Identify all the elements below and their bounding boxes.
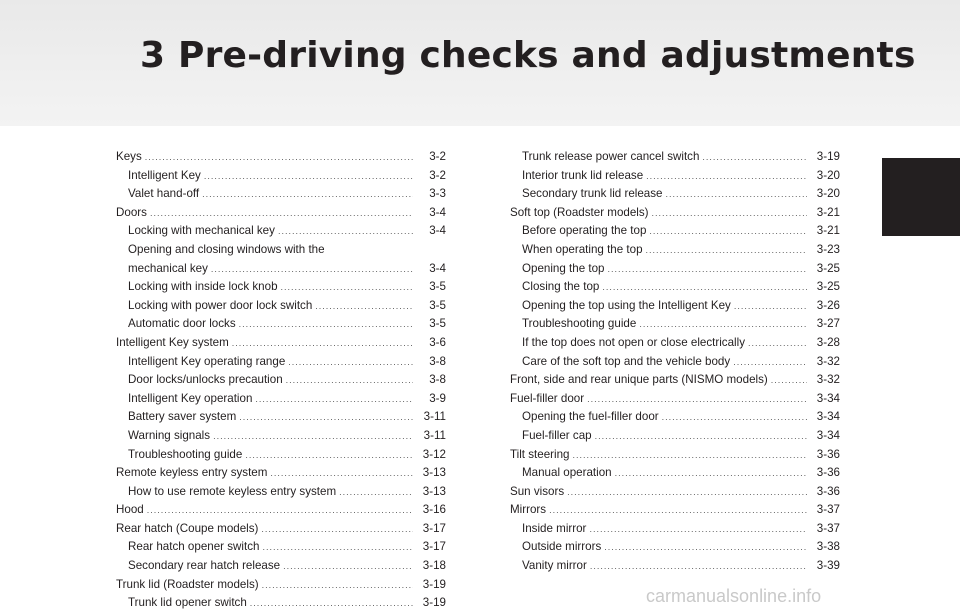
toc-page-number: 3-11	[423, 428, 446, 442]
toc-entry-title: Rear hatch (Coupe models)	[116, 521, 259, 535]
dot-leader	[590, 562, 807, 571]
toc-entry-title: Fuel-filler cap	[522, 428, 592, 442]
toc-entry[interactable]	[510, 297, 840, 316]
toc-entry-title: Care of the soft top and the vehicle body	[522, 354, 731, 368]
dot-leader	[286, 376, 413, 385]
toc-entry-title: Secondary trunk lid release	[522, 187, 663, 201]
toc-entry[interactable]	[116, 538, 446, 557]
toc-page-number: 3-32	[816, 354, 840, 368]
toc-page-number: 3-8	[429, 354, 446, 368]
page-title: 3 Pre-driving checks and adjustments	[140, 35, 916, 76]
toc-entry-title: Trunk lid (Roadster models)	[116, 577, 259, 591]
toc-page-number: 3-23	[816, 242, 840, 256]
toc-entry[interactable]	[116, 427, 446, 446]
dot-leader	[239, 320, 413, 329]
dot-leader	[748, 339, 807, 348]
toc-page-number: 3-34	[816, 391, 840, 405]
toc-entry[interactable]	[116, 241, 446, 260]
dot-leader	[262, 543, 413, 552]
toc-page-number: 3-20	[816, 168, 840, 182]
dot-leader	[283, 562, 413, 571]
dot-leader	[549, 506, 807, 515]
dot-leader	[250, 599, 413, 608]
dot-leader	[649, 227, 807, 236]
toc-entry[interactable]	[116, 185, 446, 204]
toc-entry[interactable]	[510, 260, 840, 279]
dot-leader	[615, 469, 807, 478]
toc-page-number: 3-2	[429, 150, 446, 163]
toc-entry[interactable]	[510, 148, 840, 167]
toc-entry[interactable]	[116, 557, 446, 576]
toc-page-number: 3-37	[816, 503, 840, 517]
toc-page-number: 3-36	[816, 466, 840, 480]
toc-entry-title: Intelligent Key	[128, 168, 201, 182]
dot-leader	[262, 581, 413, 590]
toc-page-number: 3-26	[816, 298, 840, 312]
toc-page-number: 3-5	[429, 280, 446, 294]
toc-entry-title: Mirrors	[510, 503, 547, 517]
dot-leader	[150, 209, 413, 218]
toc-entry-title: Interior trunk lid release	[522, 168, 644, 182]
toc-entry-title: Intelligent Key system	[116, 335, 229, 349]
dot-leader	[213, 432, 413, 441]
dot-leader	[702, 153, 807, 162]
toc-entry[interactable]	[510, 167, 840, 186]
toc-entry-title: Tilt steering	[510, 447, 570, 461]
toc-entry-title: Door locks/unlocks precaution	[128, 373, 283, 387]
dot-leader	[204, 172, 413, 181]
toc-entry[interactable]	[510, 427, 840, 446]
dot-leader	[211, 265, 413, 274]
toc-page-number: 3-34	[816, 410, 840, 424]
toc-page-number: 3-21	[816, 205, 840, 219]
toc-entry-title: Inside mirror	[522, 521, 587, 535]
toc-entry[interactable]	[510, 483, 840, 502]
toc-entry-title: Automatic door locks	[128, 317, 236, 331]
dot-leader	[662, 413, 807, 422]
toc-page-number: 3-4	[429, 205, 446, 219]
toc-entry[interactable]	[116, 297, 446, 316]
dot-leader	[145, 153, 413, 162]
toc-entry[interactable]	[116, 464, 446, 483]
toc-page-number: 3-27	[816, 317, 840, 331]
toc-page-number: 3-38	[816, 540, 840, 554]
toc-page-number: 3-36	[816, 484, 840, 498]
toc-page-number: 3-2	[429, 168, 446, 182]
dot-leader	[255, 395, 413, 404]
dot-leader	[589, 525, 807, 534]
toc-entry-title: Locking with mechanical key	[128, 224, 275, 238]
dot-leader	[646, 172, 807, 181]
toc-entry-title: Fuel-filler door	[510, 391, 585, 405]
toc-entry[interactable]	[510, 520, 840, 539]
toc-entry-title: Intelligent Key operation	[128, 391, 253, 405]
toc-left-column	[116, 148, 446, 613]
toc-entry[interactable]	[510, 241, 840, 260]
toc-entry[interactable]	[116, 148, 446, 167]
dot-leader	[239, 413, 413, 422]
dot-leader	[270, 469, 413, 478]
toc-page-number: 3-28	[816, 335, 840, 349]
toc-page-number: 3-36	[816, 447, 840, 461]
toc-page-number: 3-37	[816, 521, 840, 535]
toc-entry-title: Troubleshooting guide	[522, 317, 637, 331]
toc-entry[interactable]	[510, 353, 840, 372]
toc-page-number: 3-4	[429, 224, 446, 238]
toc-page-number: 3-21	[816, 224, 840, 238]
toc-right-column	[510, 148, 840, 576]
toc-entry-title: Troubleshooting guide	[128, 447, 243, 461]
toc-entry-title: Trunk lid opener switch	[128, 596, 247, 610]
toc-page-number: 3-19	[816, 150, 840, 163]
dot-leader	[278, 227, 413, 236]
toc-page-number: 3-16	[422, 503, 446, 517]
toc-entry-title: Outside mirrors	[522, 540, 602, 554]
toc-page-number: 3-13	[422, 466, 446, 480]
toc-page-number: 3-11	[423, 410, 446, 424]
chapter-thumb-tab	[882, 158, 960, 236]
toc-entry-title: Opening the top using the Intelligent Key	[522, 298, 731, 312]
toc-entry-title: Warning signals	[128, 428, 211, 442]
toc-entry[interactable]	[116, 315, 446, 334]
dot-leader	[639, 320, 807, 329]
toc-entry[interactable]	[510, 278, 840, 297]
toc-entry[interactable]	[116, 501, 446, 520]
toc-page-number: 3-9	[429, 391, 446, 405]
dot-leader	[147, 506, 413, 515]
toc-entry-title: Soft top (Roadster models)	[510, 205, 649, 219]
toc-entry[interactable]	[510, 315, 840, 334]
toc-entry[interactable]	[510, 334, 840, 353]
toc-entry[interactable]	[510, 408, 840, 427]
toc-page-number: 3-19	[422, 577, 446, 591]
dot-leader	[602, 283, 807, 292]
dot-leader	[315, 302, 413, 311]
toc-entry[interactable]	[510, 222, 840, 241]
dot-leader	[339, 488, 413, 497]
dot-leader	[573, 451, 808, 460]
toc-entry[interactable]	[116, 390, 446, 409]
toc-entry-title: Intelligent Key operating range	[128, 354, 286, 368]
toc-entry[interactable]	[510, 464, 840, 483]
toc-entry[interactable]	[116, 520, 446, 539]
toc-entry[interactable]	[116, 353, 446, 372]
toc-page-number: 3-39	[816, 559, 840, 573]
dot-leader	[587, 395, 807, 404]
toc-entry[interactable]	[116, 483, 446, 502]
dot-leader	[232, 339, 413, 348]
toc-page-number: 3-17	[422, 521, 446, 535]
toc-entry-title: Rear hatch opener switch	[128, 540, 260, 554]
dot-leader	[733, 358, 807, 367]
toc-entry-title: Opening the fuel-filler door	[522, 410, 659, 424]
dot-leader	[734, 302, 807, 311]
dot-leader	[567, 488, 807, 497]
toc-entry[interactable]	[116, 408, 446, 427]
dot-leader	[771, 376, 807, 385]
dot-leader	[202, 190, 413, 199]
toc-page-number: 3-20	[816, 187, 840, 201]
toc-entry-title: Locking with power door lock switch	[128, 298, 313, 312]
toc-entry-title: When operating the top	[522, 242, 643, 256]
dot-leader	[288, 358, 413, 367]
toc-entry[interactable]	[116, 278, 446, 297]
toc-entry[interactable]	[510, 501, 840, 520]
dot-leader	[245, 451, 413, 460]
toc-entry-title: Locking with inside lock knob	[128, 280, 278, 294]
toc-entry-title: mechanical key	[128, 261, 208, 275]
toc-entry[interactable]	[116, 222, 446, 241]
toc-page-number: 3-34	[816, 428, 840, 442]
toc-entry-title: Remote keyless entry system	[116, 466, 268, 480]
toc-entry-title: How to use remote keyless entry system	[128, 484, 337, 498]
toc-entry-title: Sun visors	[510, 484, 565, 498]
toc-entry-title: Front, side and rear unique parts (NISMO models)	[510, 373, 768, 387]
dot-leader	[281, 283, 413, 292]
dot-leader	[604, 543, 807, 552]
toc-entry[interactable]	[116, 371, 446, 390]
toc-page-number: 3-17	[422, 540, 446, 554]
toc-page-number: 3-13	[422, 484, 446, 498]
dot-leader	[652, 209, 807, 218]
toc-page-number: 3-3	[429, 187, 446, 201]
toc-entry[interactable]	[510, 371, 840, 390]
toc-entry-title: Trunk release power cancel switch	[522, 150, 700, 163]
toc-entry-title: Vanity mirror	[522, 559, 587, 573]
dot-leader	[646, 246, 807, 255]
watermark: carmanualsonline.info	[646, 586, 822, 606]
toc-entry[interactable]	[116, 204, 446, 223]
toc-entry[interactable]	[510, 557, 840, 576]
toc-entry[interactable]	[116, 334, 446, 353]
toc-entry[interactable]	[116, 260, 446, 279]
toc-entry-title: If the top does not open or close electrically	[522, 335, 745, 349]
toc-entry[interactable]	[116, 576, 446, 595]
toc-entry-title: Valet hand-off	[128, 187, 200, 201]
toc-entry-title: Keys	[116, 150, 142, 163]
toc-page-number: 3-18	[422, 559, 446, 573]
toc-entry-title: Closing the top	[522, 280, 600, 294]
toc-entry-title: Manual operation	[522, 466, 612, 480]
toc-entry-title: Opening the top	[522, 261, 605, 275]
toc-entry-title: Before operating the top	[522, 224, 647, 238]
toc-entry-title: Opening and closing windows with the	[128, 242, 325, 256]
toc-entry[interactable]	[510, 185, 840, 204]
toc-entry[interactable]	[116, 594, 446, 613]
dot-leader	[261, 525, 413, 534]
toc-entry[interactable]	[510, 390, 840, 409]
toc-page-number: 3-19	[422, 596, 446, 610]
toc-page-number: 3-8	[429, 373, 446, 387]
toc-page-number: 3-25	[816, 280, 840, 294]
toc-entry-title: Secondary rear hatch release	[128, 559, 281, 573]
toc-entry[interactable]	[510, 538, 840, 557]
toc-entry[interactable]	[510, 446, 840, 465]
toc-page-number: 3-12	[422, 447, 446, 461]
toc-entry[interactable]	[116, 167, 446, 186]
toc-entry[interactable]	[116, 446, 446, 465]
toc-page-number: 3-5	[429, 317, 446, 331]
toc-entry-title: Doors	[116, 205, 147, 219]
dot-leader	[608, 265, 807, 274]
toc-entry-title: Battery saver system	[128, 410, 237, 424]
toc-entry-title: Hood	[116, 503, 144, 517]
toc-page-number: 3-32	[816, 373, 840, 387]
toc-entry[interactable]	[510, 204, 840, 223]
toc-page-number: 3-25	[816, 261, 840, 275]
toc-page-number: 3-4	[429, 261, 446, 275]
dot-leader	[595, 432, 807, 441]
toc-page-number: 3-6	[429, 335, 446, 349]
toc-page-number: 3-5	[429, 298, 446, 312]
dot-leader	[666, 190, 808, 199]
